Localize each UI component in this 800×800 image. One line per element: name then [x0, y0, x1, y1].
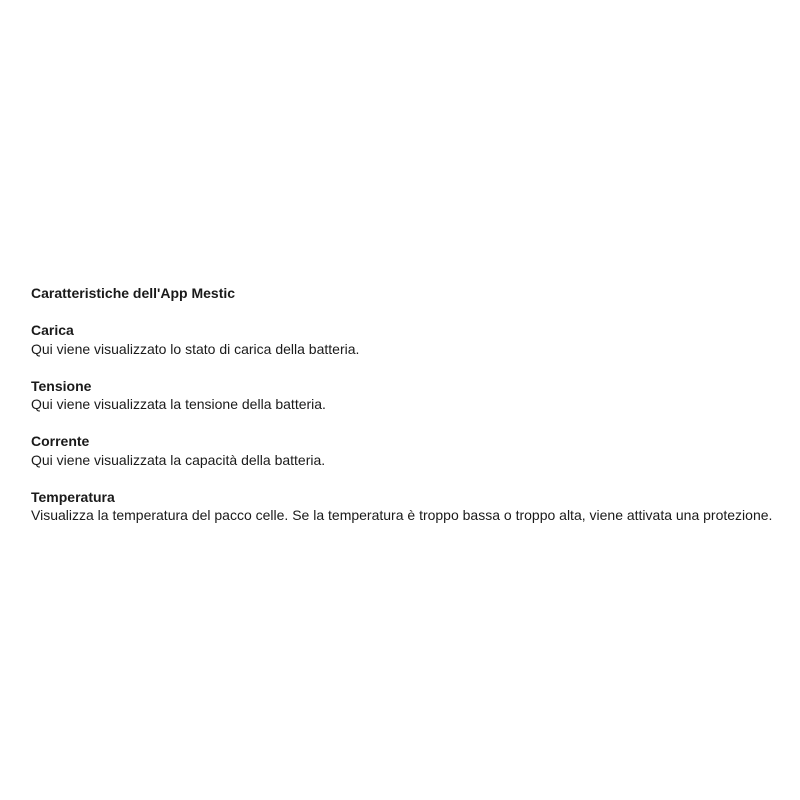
feature-name-tensione: Tensione	[31, 377, 92, 394]
document-title: Caratteristiche dell'App Mestic	[31, 285, 236, 301]
feature-description-temperatura: Visualizza la temperatura del pacco celle. Se la temperatura è troppo bassa o troppo alta, viene attivata una protezione.	[31, 507, 773, 523]
feature-name-corrente: Corrente	[31, 433, 90, 449]
product-description-block	[31, 284, 772, 525]
feature-description-carica: Qui viene visualizzato lo stato di carica della batteria.	[31, 340, 360, 357]
feature-name-temperatura: Temperatura	[31, 488, 115, 505]
feature-section-tensione	[31, 377, 772, 414]
feature-name-carica: Carica	[31, 322, 74, 338]
feature-description-corrente: Qui viene visualizzata la capacità della batteria.	[31, 451, 326, 468]
feature-section-carica	[31, 321, 772, 358]
feature-section-corrente	[31, 432, 772, 469]
feature-description-tensione: Qui viene visualizzata la tensione della batteria.	[31, 396, 326, 412]
feature-section-temperatura	[31, 488, 772, 525]
